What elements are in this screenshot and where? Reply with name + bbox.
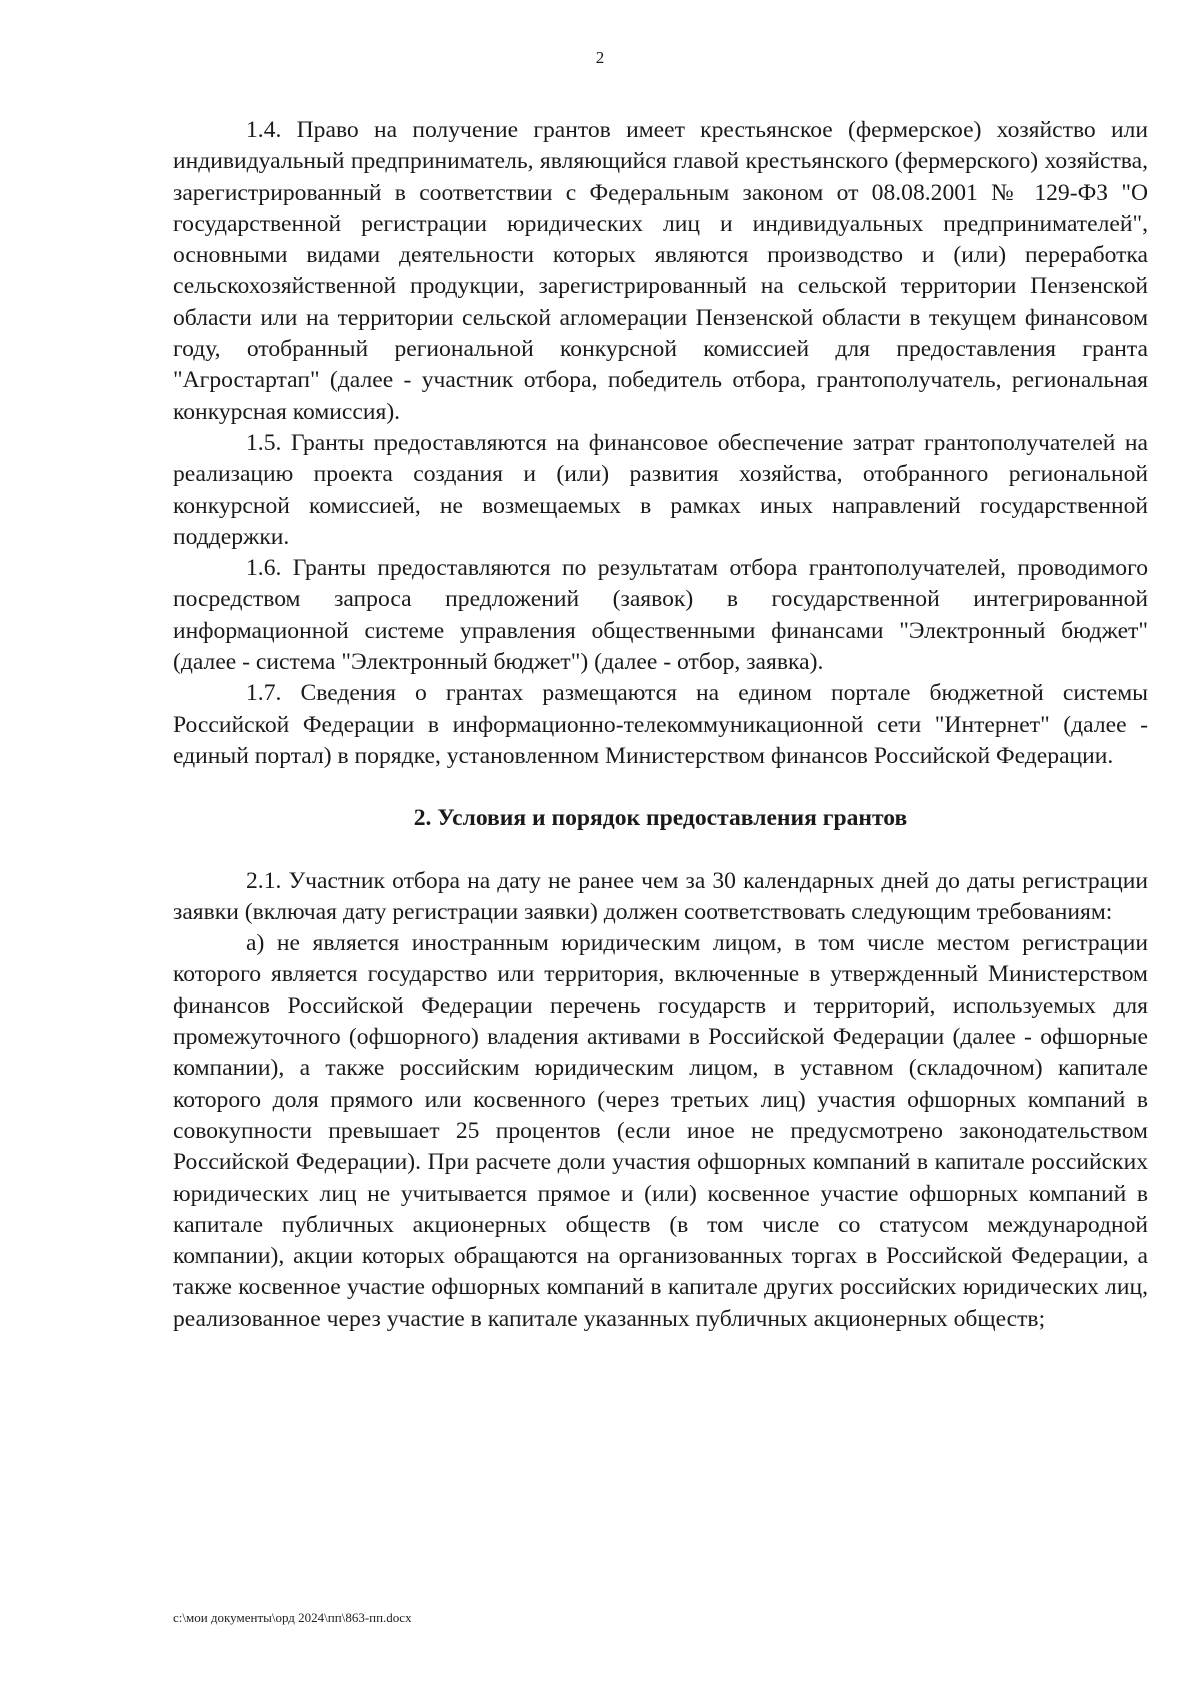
paragraph-1-6: 1.6. Гранты предоставляются по результатам отбора грантополучателей, проводимого посредством запроса предложений (заявок) в государственной интегрированной информационной системе управления общественными финансами "Электронный бюджет" (далее - система "Электронный бюджет") (далее - отбор, заявка). [173,555,1148,676]
paragraph-1-5: 1.5. Гранты предоставляются на финансовое обеспечение затрат грантополучателей на реализацию проекта создания и (или) развития хозяйства, отобранного региональной конкурсной комиссией, не возмещаемых в рамках иных направлений государственной поддержки. [173,429,1148,550]
page-number: 2 [595,48,605,67]
paragraph-1-7: 1.7. Сведения о грантах размещаются на едином портале бюджетной системы Российской Федерации в информационно-телекоммуникационной сети "Интернет" (далее - единый портал) в порядке, установленном Министерством финансов Российской Федерации. [173,680,1148,769]
paragraph-2-1: 2.1. Участник отбора на дату не ранее чем за 30 календарных дней до даты регистрации заявки (включая дату регистрации заявки) должен соответствовать следующим требованиям: [173,867,1148,925]
document-body [173,115,1148,1335]
paragraph-2-1-a: а) не является иностранным юридическим лицом, в том числе местом регистрации которого является государство или территория, включенные в утвержденный Министерством финансов Российской Федерации перечень государств и территорий, используемых для промежуточного (офшорного) владения активами в Российской Федерации (далее - офшорные компании), а также российским юридическим лицом, в уставном (складочном) капитале которого доля прямого или косвенного (через третьих лиц) участия офшорных компаний в совокупности превышает 25 процентов (если иное не предусмотрено законодательством Российской Федерации). При расчете доли участия офшорных компаний в капитале российских юридических лиц не учитывается прямое и (или) косвенное участие офшорных компаний в капитале публичных акционерных обществ (в том числе со статусом международной компании), акции которых обращаются на организованных торгах в Российской Федерации, а также косвенное участие офшорных компаний в капитале других российских юридических лиц, реализованное через участие в капитале указанных публичных акционерных обществ; [173,930,1148,1332]
paragraph-1-4: 1.4. Право на получение грантов имеет крестьянское (фермерское) хозяйство или индивидуальный предприниматель, являющийся главой крестьянского (фермерского) хозяйства, зарегистрированный в соответствии с Федеральным законом от 08.08.2001 № 129-ФЗ "О государственной регистрации юридических лиц и индивидуальных предпринимателей", основными видами деятельности которых являются производство и (или) переработка сельскохозяйственной продукции, зарегистрированный на сельской территории Пензенской области или на территории сельской агломерации Пензенской области в текущем финансовом году, отобранный региональной конкурсной комиссией для предоставления гранта "Агростартап" (далее - участник отбора, победитель отбора, грантополучатель, региональная конкурсная комиссия). [173,117,1148,425]
footer-file-path: c:\мои документы\орд 2024\пп\863-пп.docx [173,1610,412,1625]
section-heading: 2. Условия и порядок предоставления грантов [413,805,908,832]
